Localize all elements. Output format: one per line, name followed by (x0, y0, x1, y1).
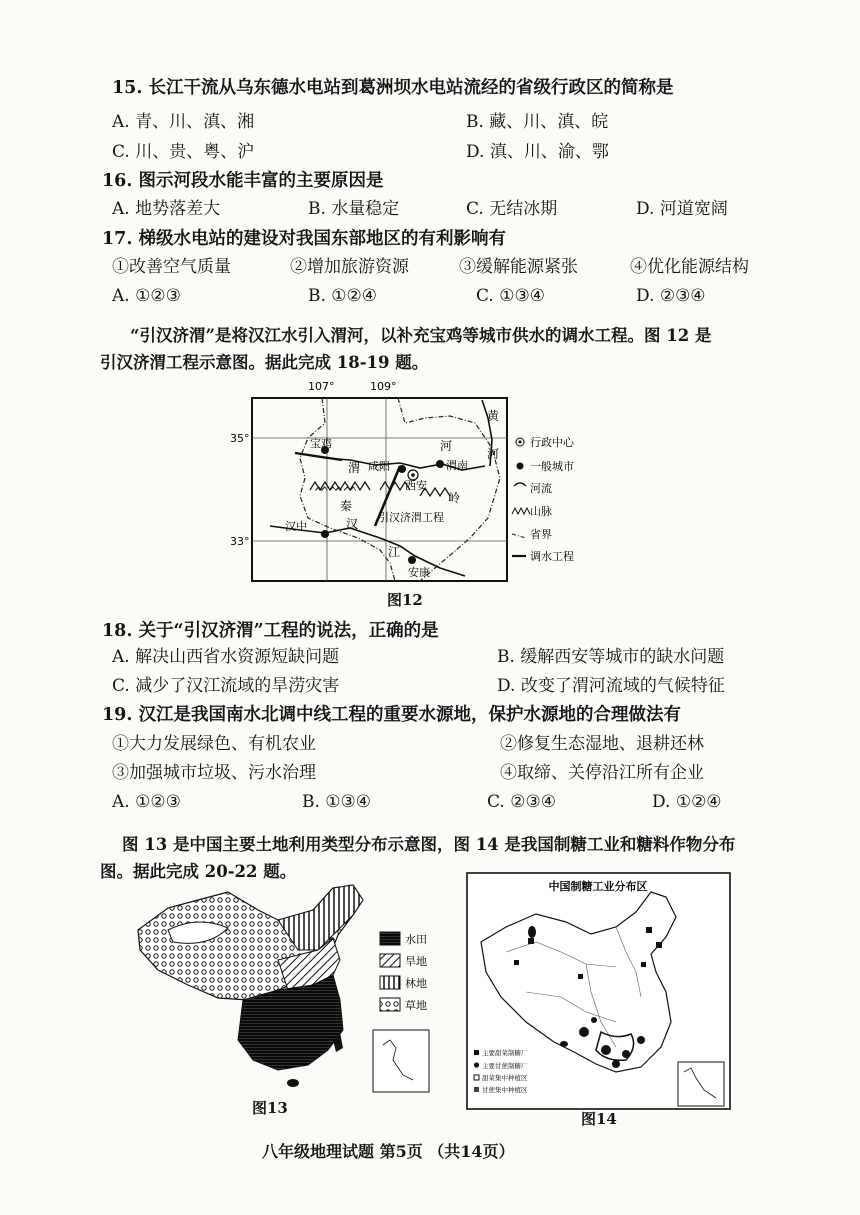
figure-12-caption: 图12 (387, 591, 423, 609)
q17-item-3: ③缓解能源紧张 (459, 257, 578, 277)
q17-option-d[interactable]: D. ②③④ (636, 286, 706, 306)
q17-option-c[interactable]: C. ①③④ (476, 286, 545, 306)
q19-option-d[interactable]: D. ①②④ (652, 792, 722, 812)
q15-stem: 15. 长江干流从乌东德水电站到葛洲坝水电站流经的省级行政区的简称是 (112, 78, 674, 98)
q19-item-2: ②修复生态湿地、退耕还林 (500, 734, 704, 754)
q19-item-4: ④取缔、关停沿江所有企业 (500, 763, 704, 783)
fig13-legend-paddy: 水田 (405, 933, 427, 946)
qin-label: 秦 (340, 499, 353, 513)
fig13-legend-grassland: 草地 (405, 999, 427, 1012)
q17-item-2: ②增加旅游资源 (290, 257, 409, 277)
fig13-legend-forest: 林地 (405, 977, 427, 990)
jiang-label: 江 (388, 545, 401, 559)
q19-option-a[interactable]: A. ①②③ (112, 792, 181, 812)
city-xianyang: 咸阳 (368, 460, 390, 473)
q17-stem: 17. 梯级水电站的建设对我国东部地区的有利影响有 (102, 229, 507, 249)
fig14-legend-cane-area: 甘蔗集中种植区 (482, 1086, 528, 1094)
q16-option-c[interactable]: C. 无结冰期 (466, 199, 558, 219)
legend-admin-center: 行政中心 (530, 436, 574, 449)
city-ankang: 安康 (408, 566, 430, 579)
intro-18-19-line1: “引汉济渭”是将汉江水引入渭河，以补充宝鸡等城市供水的调水工程。图 12 是 (130, 326, 712, 345)
figure-12-map (230, 378, 610, 606)
legend-river: 河流 (530, 482, 552, 495)
intro-20-22-line1: 图 13 是中国主要土地利用类型分布示意图，图 14 是我国制糖工业和糖料作物分布 (122, 835, 736, 854)
q19-item-1: ①大力发展绿色、有机农业 (112, 734, 316, 754)
figure-14-caption: 图14 (581, 1110, 617, 1128)
q15-option-c[interactable]: C. 川、贵、粤、沪 (112, 142, 255, 162)
lon-109-label: 109° (370, 380, 397, 393)
legend-city: 一般城市 (530, 460, 574, 473)
intro-18-19-line2: 引汉济渭工程示意图。据此完成 18-19 题。 (100, 353, 429, 372)
q19-option-b[interactable]: B. ①③④ (302, 792, 372, 812)
wei-label: 渭 (348, 461, 361, 475)
q18-option-b[interactable]: B. 缓解西安等城市的缺水问题 (497, 647, 725, 667)
q18-option-d[interactable]: D. 改变了渭河流域的气候特征 (497, 676, 725, 696)
fig13-legend-dryland: 旱地 (405, 955, 427, 968)
q18-option-c[interactable]: C. 减少了汉江流域的旱涝灾害 (112, 676, 340, 696)
q15-option-d[interactable]: D. 滇、川、渝、鄂 (466, 142, 609, 162)
q16-option-d[interactable]: D. 河道宽阔 (636, 199, 728, 219)
q19-stem: 19. 汉江是我国南水北调中线工程的重要水源地，保护水源地的合理做法有 (102, 705, 682, 725)
figure-14-map (466, 872, 731, 1110)
legend-transfer: 调水工程 (530, 550, 574, 563)
svg-text:ᨓᨓᨓ: ᨓᨓᨓ (315, 480, 358, 494)
huang-label: 黄 (487, 409, 500, 423)
page-footer: 八年级地理试题 第5页 （共14页） (262, 1142, 515, 1161)
q16-option-b[interactable]: B. 水量稳定 (308, 199, 400, 219)
q16-option-a[interactable]: A. 地势落差大 (112, 199, 221, 219)
fig14-legend-cane-factory: 主要甘蔗制糖厂 (482, 1062, 528, 1070)
q15-option-a[interactable]: A. 青、川、滇、湘 (112, 112, 255, 132)
q18-option-a[interactable]: A. 解决山西省水资源短缺问题 (112, 647, 340, 667)
he-label: 河 (440, 439, 453, 453)
figure-13-map (128, 880, 458, 1100)
intro-20-22-line2: 图。据此完成 20-22 题。 (100, 862, 297, 881)
lat-35-label: 35° (230, 432, 250, 445)
legend-mountain: 山脉 (530, 505, 552, 518)
he2-label: 河 (487, 447, 500, 461)
han-label: 汉 (346, 517, 359, 531)
q16-stem: 16. 图示河段水能丰富的主要原因是 (102, 171, 384, 191)
legend-border: 省界 (530, 528, 552, 541)
city-xian: 西安 (405, 479, 427, 492)
lat-33-label: 33° (230, 535, 250, 548)
fig14-legend-beet-factory: 主要甜菜制糖厂 (482, 1049, 528, 1057)
q17-option-a[interactable]: A. ①②③ (112, 286, 181, 306)
fig14-legend-beet-area: 甜菜集中种植区 (482, 1074, 528, 1082)
q19-item-3: ③加强城市垃圾、污水治理 (112, 763, 316, 783)
city-baoji: 宝鸡 (310, 437, 332, 450)
lon-107-label: 107° (308, 380, 335, 393)
ling-label: 岭 (448, 491, 461, 505)
figure-13-caption: 图13 (252, 1099, 288, 1117)
q18-stem: 18. 关于“引汉济渭”工程的说法，正确的是 (102, 621, 439, 641)
q15-option-b[interactable]: B. 藏、川、滇、皖 (466, 112, 609, 132)
city-weinan: 渭南 (446, 459, 468, 472)
q17-item-4: ④优化能源结构 (630, 257, 749, 277)
project-label: 引汉济渭工程 (378, 511, 444, 524)
fig14-title: 中国制糖工业分布区 (548, 880, 648, 893)
q17-item-1: ①改善空气质量 (112, 257, 231, 277)
city-hanzhong: 汉中 (285, 520, 307, 533)
q17-option-b[interactable]: B. ①②④ (308, 286, 378, 306)
q19-option-c[interactable]: C. ②③④ (487, 792, 556, 812)
